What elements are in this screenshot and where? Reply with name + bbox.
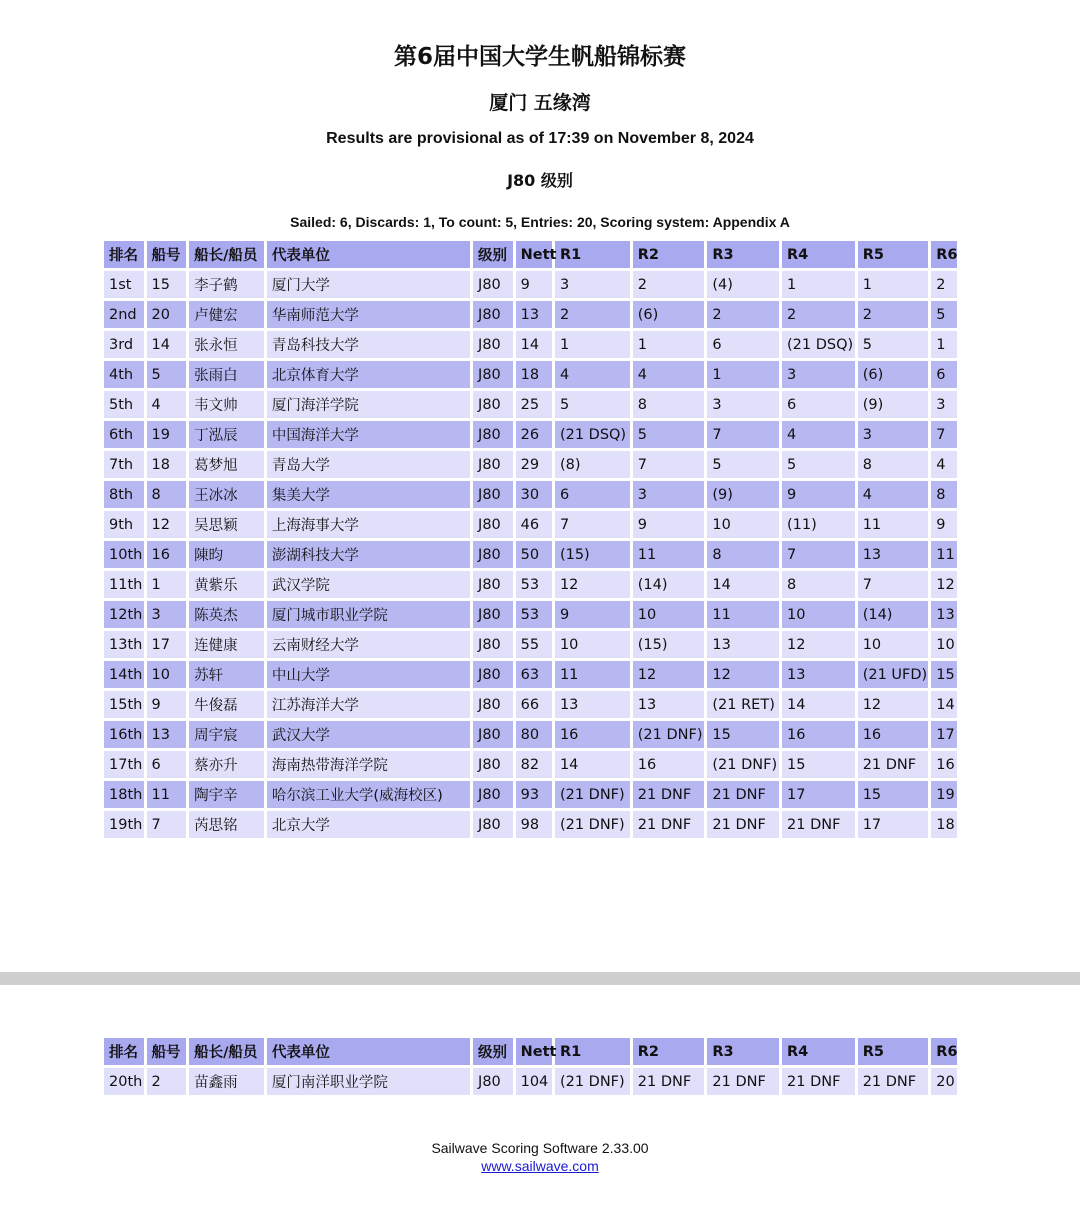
- cell-r2: 16: [633, 751, 705, 778]
- cell-club: 哈尔滨工业大学(威海校区): [267, 781, 470, 808]
- cell-class: J80: [473, 571, 513, 598]
- cell-club: 北京大学: [267, 811, 470, 838]
- cell-r6: 17: [931, 721, 957, 748]
- cell-nett: 98: [516, 811, 552, 838]
- cell-r3: 14: [707, 571, 779, 598]
- cell-r6: 1: [931, 331, 957, 358]
- cell-rank: 20th: [104, 1068, 144, 1095]
- cell-class: J80: [473, 631, 513, 658]
- cell-r5: 10: [858, 631, 929, 658]
- page-title: 第6届中国大学生帆船锦标赛: [393, 44, 686, 70]
- column-header-r1: R1: [555, 241, 630, 268]
- table-row: [104, 601, 957, 628]
- cell-sail-no: 17: [147, 631, 187, 658]
- cell-r5: 21 DNF: [858, 751, 929, 778]
- cell-nett: 13: [516, 301, 552, 328]
- table-row: [104, 331, 957, 358]
- cell-r3: (21 RET): [707, 691, 779, 718]
- cell-nett: 18: [516, 361, 552, 388]
- table-row: [104, 631, 957, 658]
- cell-club: 厦门城市职业学院: [267, 601, 470, 628]
- column-header-sail-no: 船号: [147, 1038, 187, 1065]
- cell-class: J80: [473, 301, 513, 328]
- cell-class: J80: [473, 1068, 513, 1095]
- cell-sail-no: 6: [147, 751, 187, 778]
- cell-r1: 6: [555, 481, 630, 508]
- column-header-r5: R5: [858, 241, 929, 268]
- cell-rank: 7th: [104, 451, 144, 478]
- cell-nett: 26: [516, 421, 552, 448]
- cell-r6: 19: [931, 781, 957, 808]
- cell-class: J80: [473, 691, 513, 718]
- column-header-rank: 排名: [104, 241, 144, 268]
- cell-r5: (14): [858, 601, 929, 628]
- cell-r2: 8: [633, 391, 705, 418]
- table-row: [104, 511, 957, 538]
- column-header-class: 级别: [473, 241, 513, 268]
- cell-sail-no: 4: [147, 391, 187, 418]
- column-header-r6: R6: [931, 241, 957, 268]
- cell-r1: 16: [555, 721, 630, 748]
- cell-nett: 104: [516, 1068, 552, 1095]
- provisional-status: Results are provisional as of 17:39 on November 8, 2024: [326, 130, 754, 147]
- cell-class: J80: [473, 271, 513, 298]
- cell-rank: 10th: [104, 541, 144, 568]
- cell-nett: 66: [516, 691, 552, 718]
- cell-club: 华南师范大学: [267, 301, 470, 328]
- cell-helm: 陶宇辛: [189, 781, 264, 808]
- cell-r1: 9: [555, 601, 630, 628]
- column-header-r3: R3: [707, 241, 779, 268]
- table-row: [104, 721, 957, 748]
- column-header-r6: R6: [931, 1038, 957, 1065]
- cell-rank: 8th: [104, 481, 144, 508]
- cell-r4: 6: [782, 391, 855, 418]
- cell-r2: 21 DNF: [633, 1068, 705, 1095]
- cell-r1: 4: [555, 361, 630, 388]
- column-header-r1: R1: [555, 1038, 630, 1065]
- cell-r5: 3: [858, 421, 929, 448]
- cell-r2: (21 DNF): [633, 721, 705, 748]
- cell-rank: 17th: [104, 751, 144, 778]
- cell-nett: 82: [516, 751, 552, 778]
- cell-club: 武汉大学: [267, 721, 470, 748]
- cell-r6: 20: [931, 1068, 957, 1095]
- cell-r1: 2: [555, 301, 630, 328]
- footer-link-wrap: [0, 1158, 1080, 1174]
- cell-sail-no: 12: [147, 511, 187, 538]
- cell-sail-no: 9: [147, 691, 187, 718]
- cell-r6: 15: [931, 661, 957, 688]
- cell-r1: (21 DSQ): [555, 421, 630, 448]
- cell-helm: 陳昀: [189, 541, 264, 568]
- cell-r3: (4): [707, 271, 779, 298]
- class-heading: J80 级别: [507, 171, 573, 190]
- cell-r1: 14: [555, 751, 630, 778]
- cell-r1: 5: [555, 391, 630, 418]
- column-header-nett: Nett: [516, 241, 552, 268]
- cell-r5: 12: [858, 691, 929, 718]
- cell-r6: 7: [931, 421, 957, 448]
- column-header-r4: R4: [782, 1038, 855, 1065]
- cell-r5: 4: [858, 481, 929, 508]
- cell-sail-no: 14: [147, 331, 187, 358]
- table-row: [104, 811, 957, 838]
- column-header-r3: R3: [707, 1038, 779, 1065]
- cell-class: J80: [473, 751, 513, 778]
- table-row: [104, 451, 957, 478]
- cell-class: J80: [473, 421, 513, 448]
- cell-r6: 16: [931, 751, 957, 778]
- cell-r5: 5: [858, 331, 929, 358]
- cell-class: J80: [473, 541, 513, 568]
- cell-nett: 29: [516, 451, 552, 478]
- table-row: [104, 541, 957, 568]
- cell-class: J80: [473, 451, 513, 478]
- cell-r4: 7: [782, 541, 855, 568]
- cell-nett: 9: [516, 271, 552, 298]
- cell-rank: 11th: [104, 571, 144, 598]
- cell-helm: 丁泓辰: [189, 421, 264, 448]
- cell-r6: 18: [931, 811, 957, 838]
- cell-r2: (6): [633, 301, 705, 328]
- cell-r5: 1: [858, 271, 929, 298]
- cell-rank: 9th: [104, 511, 144, 538]
- cell-rank: 4th: [104, 361, 144, 388]
- cell-r3: 2: [707, 301, 779, 328]
- cell-r4: 14: [782, 691, 855, 718]
- page-divider: [0, 972, 1080, 985]
- cell-r4: 16: [782, 721, 855, 748]
- cell-r2: 12: [633, 661, 705, 688]
- cell-rank: 3rd: [104, 331, 144, 358]
- cell-helm: 吴思颖: [189, 511, 264, 538]
- cell-r3: 8: [707, 541, 779, 568]
- cell-nett: 25: [516, 391, 552, 418]
- cell-sail-no: 18: [147, 451, 187, 478]
- cell-helm: 蔡亦升: [189, 751, 264, 778]
- column-header-helm: 船长/船员: [189, 241, 264, 268]
- cell-r4: 9: [782, 481, 855, 508]
- cell-helm: 芮思铭: [189, 811, 264, 838]
- cell-r2: (14): [633, 571, 705, 598]
- cell-class: J80: [473, 511, 513, 538]
- cell-r3: 1: [707, 361, 779, 388]
- cell-helm: 连健康: [189, 631, 264, 658]
- cell-club: 江苏海洋大学: [267, 691, 470, 718]
- cell-sail-no: 7: [147, 811, 187, 838]
- cell-club: 厦门南洋职业学院: [267, 1068, 470, 1095]
- table-row: [104, 571, 957, 598]
- cell-r5: 17: [858, 811, 929, 838]
- cell-class: J80: [473, 331, 513, 358]
- column-header-club: 代表单位: [267, 1038, 470, 1065]
- cell-rank: 2nd: [104, 301, 144, 328]
- cell-class: J80: [473, 661, 513, 688]
- column-header-club: 代表单位: [267, 241, 470, 268]
- cell-r3: 6: [707, 331, 779, 358]
- cell-r2: 3: [633, 481, 705, 508]
- cell-r5: 15: [858, 781, 929, 808]
- cell-class: J80: [473, 391, 513, 418]
- cell-sail-no: 8: [147, 481, 187, 508]
- column-header-r4: R4: [782, 241, 855, 268]
- column-header-rank: 排名: [104, 1038, 144, 1065]
- cell-r6: 8: [931, 481, 957, 508]
- cell-r2: 7: [633, 451, 705, 478]
- cell-r1: 11: [555, 661, 630, 688]
- cell-r5: 8: [858, 451, 929, 478]
- cell-helm: 葛梦旭: [189, 451, 264, 478]
- cell-club: 青岛科技大学: [267, 331, 470, 358]
- column-header-class: 级别: [473, 1038, 513, 1065]
- cell-sail-no: 11: [147, 781, 187, 808]
- cell-r1: 12: [555, 571, 630, 598]
- cell-club: 上海海事大学: [267, 511, 470, 538]
- cell-nett: 80: [516, 721, 552, 748]
- cell-r4: 17: [782, 781, 855, 808]
- cell-r2: 21 DNF: [633, 781, 705, 808]
- cell-r2: 5: [633, 421, 705, 448]
- table-row: [104, 751, 957, 778]
- cell-sail-no: 13: [147, 721, 187, 748]
- cell-r3: 15: [707, 721, 779, 748]
- cell-class: J80: [473, 361, 513, 388]
- venue-subtitle: 厦门 五缘湾: [489, 92, 591, 114]
- cell-helm: 陈英杰: [189, 601, 264, 628]
- cell-r1: (21 DNF): [555, 781, 630, 808]
- cell-club: 澎湖科技大学: [267, 541, 470, 568]
- table-row: [104, 421, 957, 448]
- cell-r3: 7: [707, 421, 779, 448]
- cell-r2: 9: [633, 511, 705, 538]
- cell-r5: 21 DNF: [858, 1068, 929, 1095]
- cell-r4: 2: [782, 301, 855, 328]
- column-header-r5: R5: [858, 1038, 929, 1065]
- cell-helm: 苏轩: [189, 661, 264, 688]
- cell-r5: 11: [858, 511, 929, 538]
- cell-r4: 3: [782, 361, 855, 388]
- software-credit: Sailwave Scoring Software 2.33.00: [431, 1140, 649, 1156]
- cell-helm: 张雨白: [189, 361, 264, 388]
- cell-r5: (9): [858, 391, 929, 418]
- cell-r6: 12: [931, 571, 957, 598]
- cell-r2: 11: [633, 541, 705, 568]
- cell-class: J80: [473, 721, 513, 748]
- cell-club: 集美大学: [267, 481, 470, 508]
- cell-r5: 13: [858, 541, 929, 568]
- cell-r1: 7: [555, 511, 630, 538]
- cell-r3: 21 DNF: [707, 781, 779, 808]
- cell-r1: (21 DNF): [555, 1068, 630, 1095]
- results-table: [101, 238, 960, 841]
- cell-r1: 10: [555, 631, 630, 658]
- sailwave-link[interactable]: www.sailwave.com: [481, 1158, 599, 1174]
- cell-nett: 53: [516, 571, 552, 598]
- cell-nett: 63: [516, 661, 552, 688]
- cell-r3: 12: [707, 661, 779, 688]
- cell-sail-no: 15: [147, 271, 187, 298]
- cell-class: J80: [473, 781, 513, 808]
- cell-r4: (21 DSQ): [782, 331, 855, 358]
- cell-r2: 13: [633, 691, 705, 718]
- cell-r6: 13: [931, 601, 957, 628]
- cell-class: J80: [473, 811, 513, 838]
- cell-r2: 10: [633, 601, 705, 628]
- cell-r3: 5: [707, 451, 779, 478]
- cell-helm: 黄紫乐: [189, 571, 264, 598]
- cell-rank: 1st: [104, 271, 144, 298]
- table-row: [104, 781, 957, 808]
- column-header-r2: R2: [633, 241, 705, 268]
- cell-club: 厦门大学: [267, 271, 470, 298]
- cell-r4: 8: [782, 571, 855, 598]
- cell-r4: 10: [782, 601, 855, 628]
- cell-r3: (21 DNF): [707, 751, 779, 778]
- cell-rank: 5th: [104, 391, 144, 418]
- cell-helm: 周宇宸: [189, 721, 264, 748]
- cell-club: 厦门海洋学院: [267, 391, 470, 418]
- cell-r3: 21 DNF: [707, 1068, 779, 1095]
- cell-class: J80: [473, 601, 513, 628]
- cell-r6: 9: [931, 511, 957, 538]
- column-header-helm: 船长/船员: [189, 1038, 264, 1065]
- cell-r6: 11: [931, 541, 957, 568]
- cell-nett: 46: [516, 511, 552, 538]
- cell-r1: 3: [555, 271, 630, 298]
- cell-r3: 13: [707, 631, 779, 658]
- cell-r5: 7: [858, 571, 929, 598]
- cell-r4: 5: [782, 451, 855, 478]
- cell-club: 武汉学院: [267, 571, 470, 598]
- cell-helm: 李子鹤: [189, 271, 264, 298]
- cell-r5: 2: [858, 301, 929, 328]
- cell-r6: 14: [931, 691, 957, 718]
- cell-r4: 21 DNF: [782, 1068, 855, 1095]
- cell-r4: 21 DNF: [782, 811, 855, 838]
- table-row: [104, 391, 957, 418]
- cell-club: 中国海洋大学: [267, 421, 470, 448]
- cell-r6: 5: [931, 301, 957, 328]
- cell-nett: 53: [516, 601, 552, 628]
- cell-helm: 王冰冰: [189, 481, 264, 508]
- cell-r4: 4: [782, 421, 855, 448]
- cell-nett: 30: [516, 481, 552, 508]
- cell-r6: 2: [931, 271, 957, 298]
- cell-sail-no: 5: [147, 361, 187, 388]
- cell-rank: 13th: [104, 631, 144, 658]
- cell-r3: (9): [707, 481, 779, 508]
- cell-sail-no: 16: [147, 541, 187, 568]
- cell-r2: 4: [633, 361, 705, 388]
- cell-class: J80: [473, 481, 513, 508]
- cell-sail-no: 1: [147, 571, 187, 598]
- cell-r6: 10: [931, 631, 957, 658]
- cell-club: 云南财经大学: [267, 631, 470, 658]
- cell-r4: 1: [782, 271, 855, 298]
- cell-rank: 19th: [104, 811, 144, 838]
- table-row: [104, 661, 957, 688]
- cell-r2: 21 DNF: [633, 811, 705, 838]
- cell-r3: 11: [707, 601, 779, 628]
- cell-club: 海南热带海洋学院: [267, 751, 470, 778]
- results-table-continued: [101, 1035, 960, 1098]
- cell-r5: (6): [858, 361, 929, 388]
- table-row: [104, 691, 957, 718]
- cell-nett: 50: [516, 541, 552, 568]
- table-row: [104, 301, 957, 328]
- cell-nett: 55: [516, 631, 552, 658]
- cell-sail-no: 3: [147, 601, 187, 628]
- cell-rank: 18th: [104, 781, 144, 808]
- cell-r4: 13: [782, 661, 855, 688]
- cell-sail-no: 20: [147, 301, 187, 328]
- cell-r6: 6: [931, 361, 957, 388]
- cell-r6: 4: [931, 451, 957, 478]
- cell-rank: 16th: [104, 721, 144, 748]
- table-row: [104, 1068, 957, 1095]
- cell-club: 青岛大学: [267, 451, 470, 478]
- table-row: [104, 481, 957, 508]
- column-header-r2: R2: [633, 1038, 705, 1065]
- cell-helm: 卢健宏: [189, 301, 264, 328]
- table-row: [104, 271, 957, 298]
- cell-r4: 15: [782, 751, 855, 778]
- cell-r5: 16: [858, 721, 929, 748]
- cell-helm: 牛俊磊: [189, 691, 264, 718]
- cell-rank: 12th: [104, 601, 144, 628]
- cell-r1: 13: [555, 691, 630, 718]
- cell-r2: (15): [633, 631, 705, 658]
- cell-nett: 14: [516, 331, 552, 358]
- table-header-row: [104, 241, 957, 268]
- cell-r3: 21 DNF: [707, 811, 779, 838]
- cell-r3: 3: [707, 391, 779, 418]
- cell-helm: 苗鑫雨: [189, 1068, 264, 1095]
- cell-club: 中山大学: [267, 661, 470, 688]
- cell-sail-no: 2: [147, 1068, 187, 1095]
- cell-r4: (11): [782, 511, 855, 538]
- cell-r1: 1: [555, 331, 630, 358]
- table-row: [104, 361, 957, 388]
- cell-club: 北京体育大学: [267, 361, 470, 388]
- column-header-sail-no: 船号: [147, 241, 187, 268]
- cell-r3: 10: [707, 511, 779, 538]
- cell-helm: 韦文帅: [189, 391, 264, 418]
- cell-r6: 3: [931, 391, 957, 418]
- cell-helm: 张永恒: [189, 331, 264, 358]
- cell-r2: 2: [633, 271, 705, 298]
- cell-r5: (21 UFD): [858, 661, 929, 688]
- cell-r1: (8): [555, 451, 630, 478]
- cell-rank: 14th: [104, 661, 144, 688]
- cell-nett: 93: [516, 781, 552, 808]
- cell-r2: 1: [633, 331, 705, 358]
- cell-sail-no: 19: [147, 421, 187, 448]
- table-header-row: [104, 1038, 957, 1065]
- cell-sail-no: 10: [147, 661, 187, 688]
- cell-r1: (21 DNF): [555, 811, 630, 838]
- series-summary: Sailed: 6, Discards: 1, To count: 5, Entries: 20, Scoring system: Appendix A: [290, 214, 790, 230]
- cell-rank: 15th: [104, 691, 144, 718]
- cell-rank: 6th: [104, 421, 144, 448]
- cell-r1: (15): [555, 541, 630, 568]
- cell-r4: 12: [782, 631, 855, 658]
- column-header-nett: Nett: [516, 1038, 552, 1065]
